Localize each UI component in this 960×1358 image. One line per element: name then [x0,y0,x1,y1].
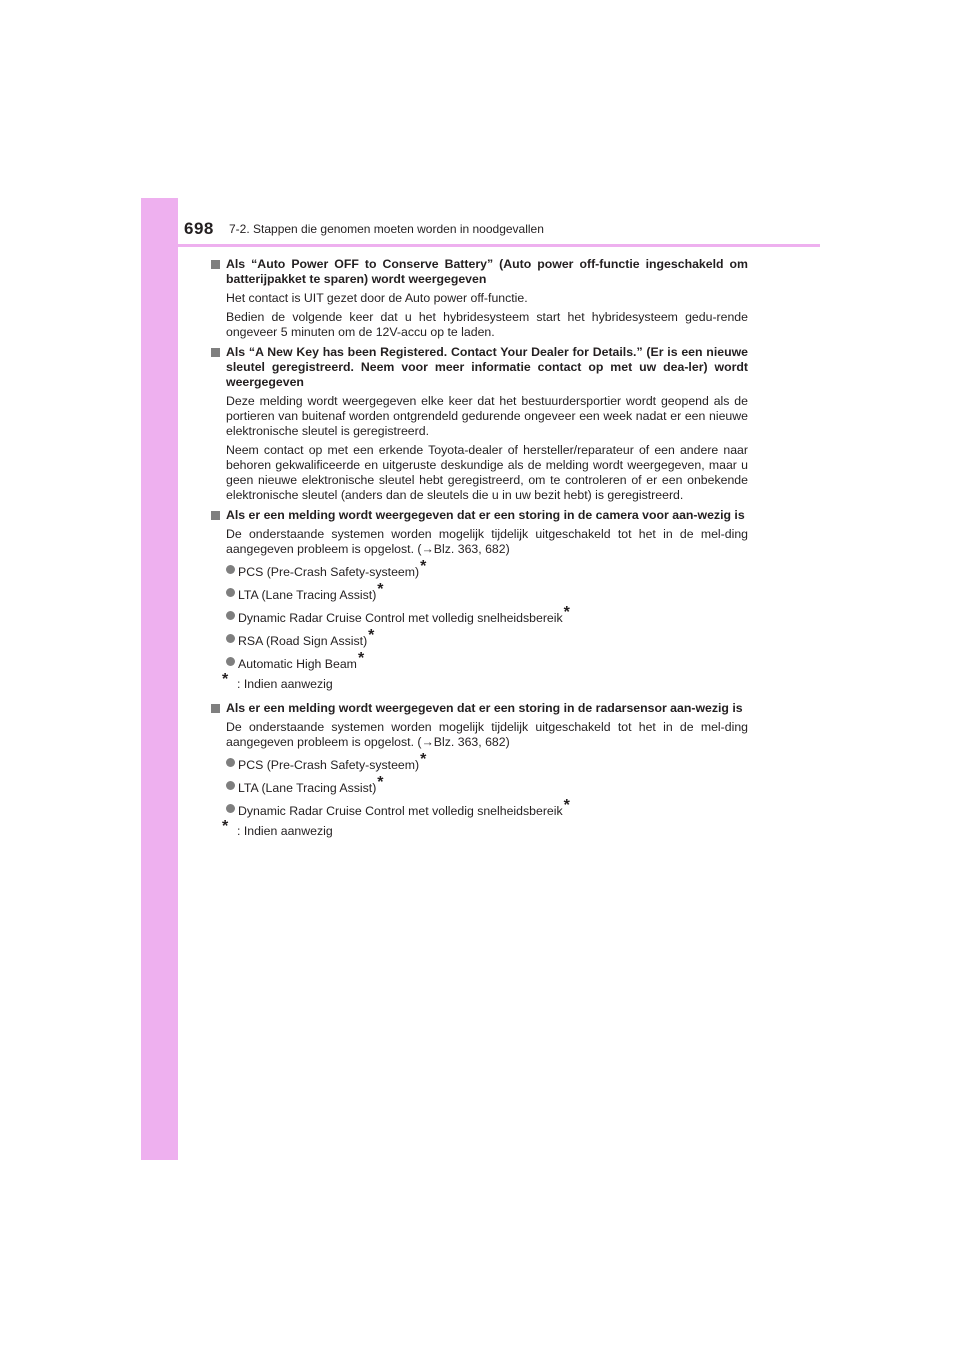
footnote-marker: * [420,558,427,575]
footnote-marker: * [563,604,570,621]
round-bullet-icon [226,657,235,666]
section-radar-malfunction [211,701,748,839]
header-divider [141,244,820,247]
footnote-marker: * [357,650,365,667]
round-bullet-icon [226,588,235,597]
round-bullet-icon [226,634,235,643]
square-bullet-icon [211,260,220,269]
section-camera-malfunction [211,508,748,692]
round-bullet-icon [226,758,235,767]
paragraph: De onderstaande systemen worden mogelijk tijdelijk uitgeschakeld tot het in de mel-ding aangegeven probleem is opgelost. (→Blz. 363, 682) [226,527,748,556]
section-new-key-registered [211,345,748,503]
paragraph: Deze melding wordt weergegeven elke keer dat het bestuurdersportier wordt geopend als de portieren van buitenaf worden ontgrendeld gedurende ongeveer een week nadat er een nieuwe elektronische sleutel is geregistreerd. [226,394,748,438]
page-number: 698 [184,219,214,238]
list-item: PCS (Pre-Crash Safety-systeem)* [211,755,748,773]
chapter-sidebar-tab [141,198,178,1160]
section-heading: Als “A New Key has been Registered. Contact Your Dealer for Details.” (Er is een nieuwe sleutel geregistreerd. Neem voor meer informatie contact op met uw dea-ler) wordt weergegeven [211,345,748,390]
footnote-marker: * [377,581,384,598]
paragraph: Het contact is UIT gezet door de Auto power off-functie. [226,291,528,305]
section-auto-power-off [211,257,748,340]
chapter-title: 7-2. Stappen die genomen moeten worden in noodgevallen [229,222,544,236]
footnote-marker: * [420,751,427,768]
footnote: * : Indien aanwezig [222,818,333,838]
section-heading: Als “Auto Power OFF to Conserve Battery” (Auto power off-functie ingeschakeld om batterijpakket te sparen) wordt weergegeven [211,257,748,287]
footnote-marker: * [222,671,229,688]
section-heading: Als er een melding wordt weergegeven dat er een storing in de camera voor aan-wezig is [211,508,748,523]
footnote-marker: * [368,627,375,644]
paragraph: De onderstaande systemen worden mogelijk tijdelijk uitgeschakeld tot het in de mel-ding aangegeven probleem is opgelost. (→Blz. 363, 682) [226,720,748,749]
list-item: RSA (Road Sign Assist)* [211,631,748,649]
round-bullet-icon [226,804,235,813]
square-bullet-icon [211,511,220,520]
section-heading: Als er een melding wordt weergegeven dat er een storing in de radarsensor aan-wezig is [211,701,748,716]
list-item: LTA (Lane Tracing Assist)* [211,585,748,603]
square-bullet-icon [211,348,220,357]
round-bullet-icon [226,611,235,620]
paragraph: Neem contact op met een erkende Toyota-dealer of hersteller/reparateur of een andere naar behoren gekwalificeerde en uitgeruste deskundige als de melding wordt weergegeven, maar u geen nieuwe elektronische sleutel hebt geregistreerd, om te controleren of er een onbekende elektronische sleutel (anders dan de sleutels die u in uw bezit hebt) is geregistreerd. [226,443,748,502]
list-item: Dynamic Radar Cruise Control met volledig snelheidsbereik* [211,608,748,626]
list-item: Automatic High Beam* [211,654,748,672]
round-bullet-icon [226,781,235,790]
footnote-marker: * [377,774,384,791]
round-bullet-icon [226,565,235,574]
footnote: * : Indien aanwezig [222,671,333,691]
footnote-marker: * [563,797,570,814]
square-bullet-icon [211,704,220,713]
list-item: PCS (Pre-Crash Safety-systeem)* [211,562,748,580]
list-item: LTA (Lane Tracing Assist)* [211,778,748,796]
list-item: Dynamic Radar Cruise Control met volledig snelheidsbereik* [211,801,748,819]
page-content [211,257,748,848]
paragraph: Bedien de volgende keer dat u het hybridesysteem start het hybridesysteem gedu-rende ongeveer 5 minuten om de 12V-accu op te laden. [226,310,748,339]
footnote-marker: * [222,818,229,835]
